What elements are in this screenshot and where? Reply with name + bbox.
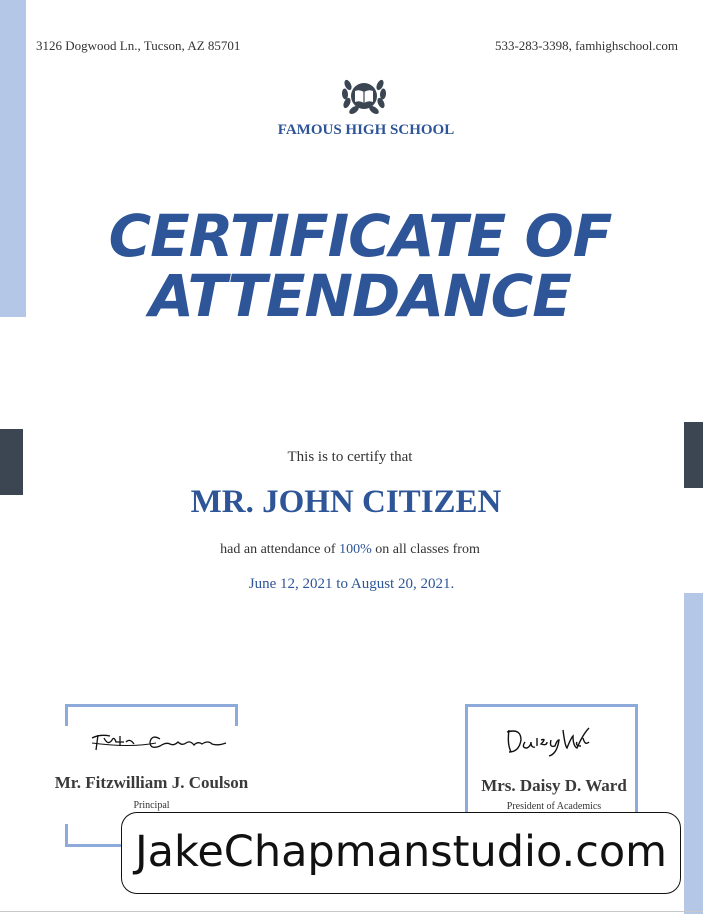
bottom-divider — [0, 911, 703, 912]
principal-role: Principal — [133, 800, 170, 811]
recipient-name: MR. JOHN CITIZEN — [190, 484, 502, 520]
certify-text: This is to certify that — [287, 449, 413, 465]
school-address: 3126 Dogwood Ln., Tucson, AZ 85701 — [36, 38, 241, 53]
school-contact: 533-283-3398, famhighschool.com — [494, 38, 678, 53]
president-signature — [503, 724, 593, 758]
school-name: FAMOUS HIGH SCHOOL — [277, 122, 455, 138]
attendance-dates: June 12, 2021 to August 20, 2021. — [248, 576, 455, 592]
president-name: Mrs. Daisy D. Ward — [481, 776, 627, 795]
title-line-1: CERTIFICATE OF — [108, 202, 612, 270]
attendance-prefix: had an attendance of — [220, 542, 340, 557]
attendance-suffix: on all classes from — [371, 542, 480, 557]
president-role: President of Academics — [506, 801, 602, 812]
decor-bar-right-bottom — [684, 593, 703, 914]
principal-signature — [90, 724, 230, 754]
principal-name: Mr. Fitzwilliam J. Coulson — [54, 773, 249, 792]
laurel-book-icon — [341, 74, 387, 116]
attendance-statement — [0, 542, 700, 558]
watermark-banner: JakeChapmanstudio.com — [121, 812, 681, 894]
title-line-2: ATTENDANCE — [149, 262, 571, 330]
attendance-value: 100% — [339, 542, 372, 557]
certificate-title — [0, 202, 703, 330]
